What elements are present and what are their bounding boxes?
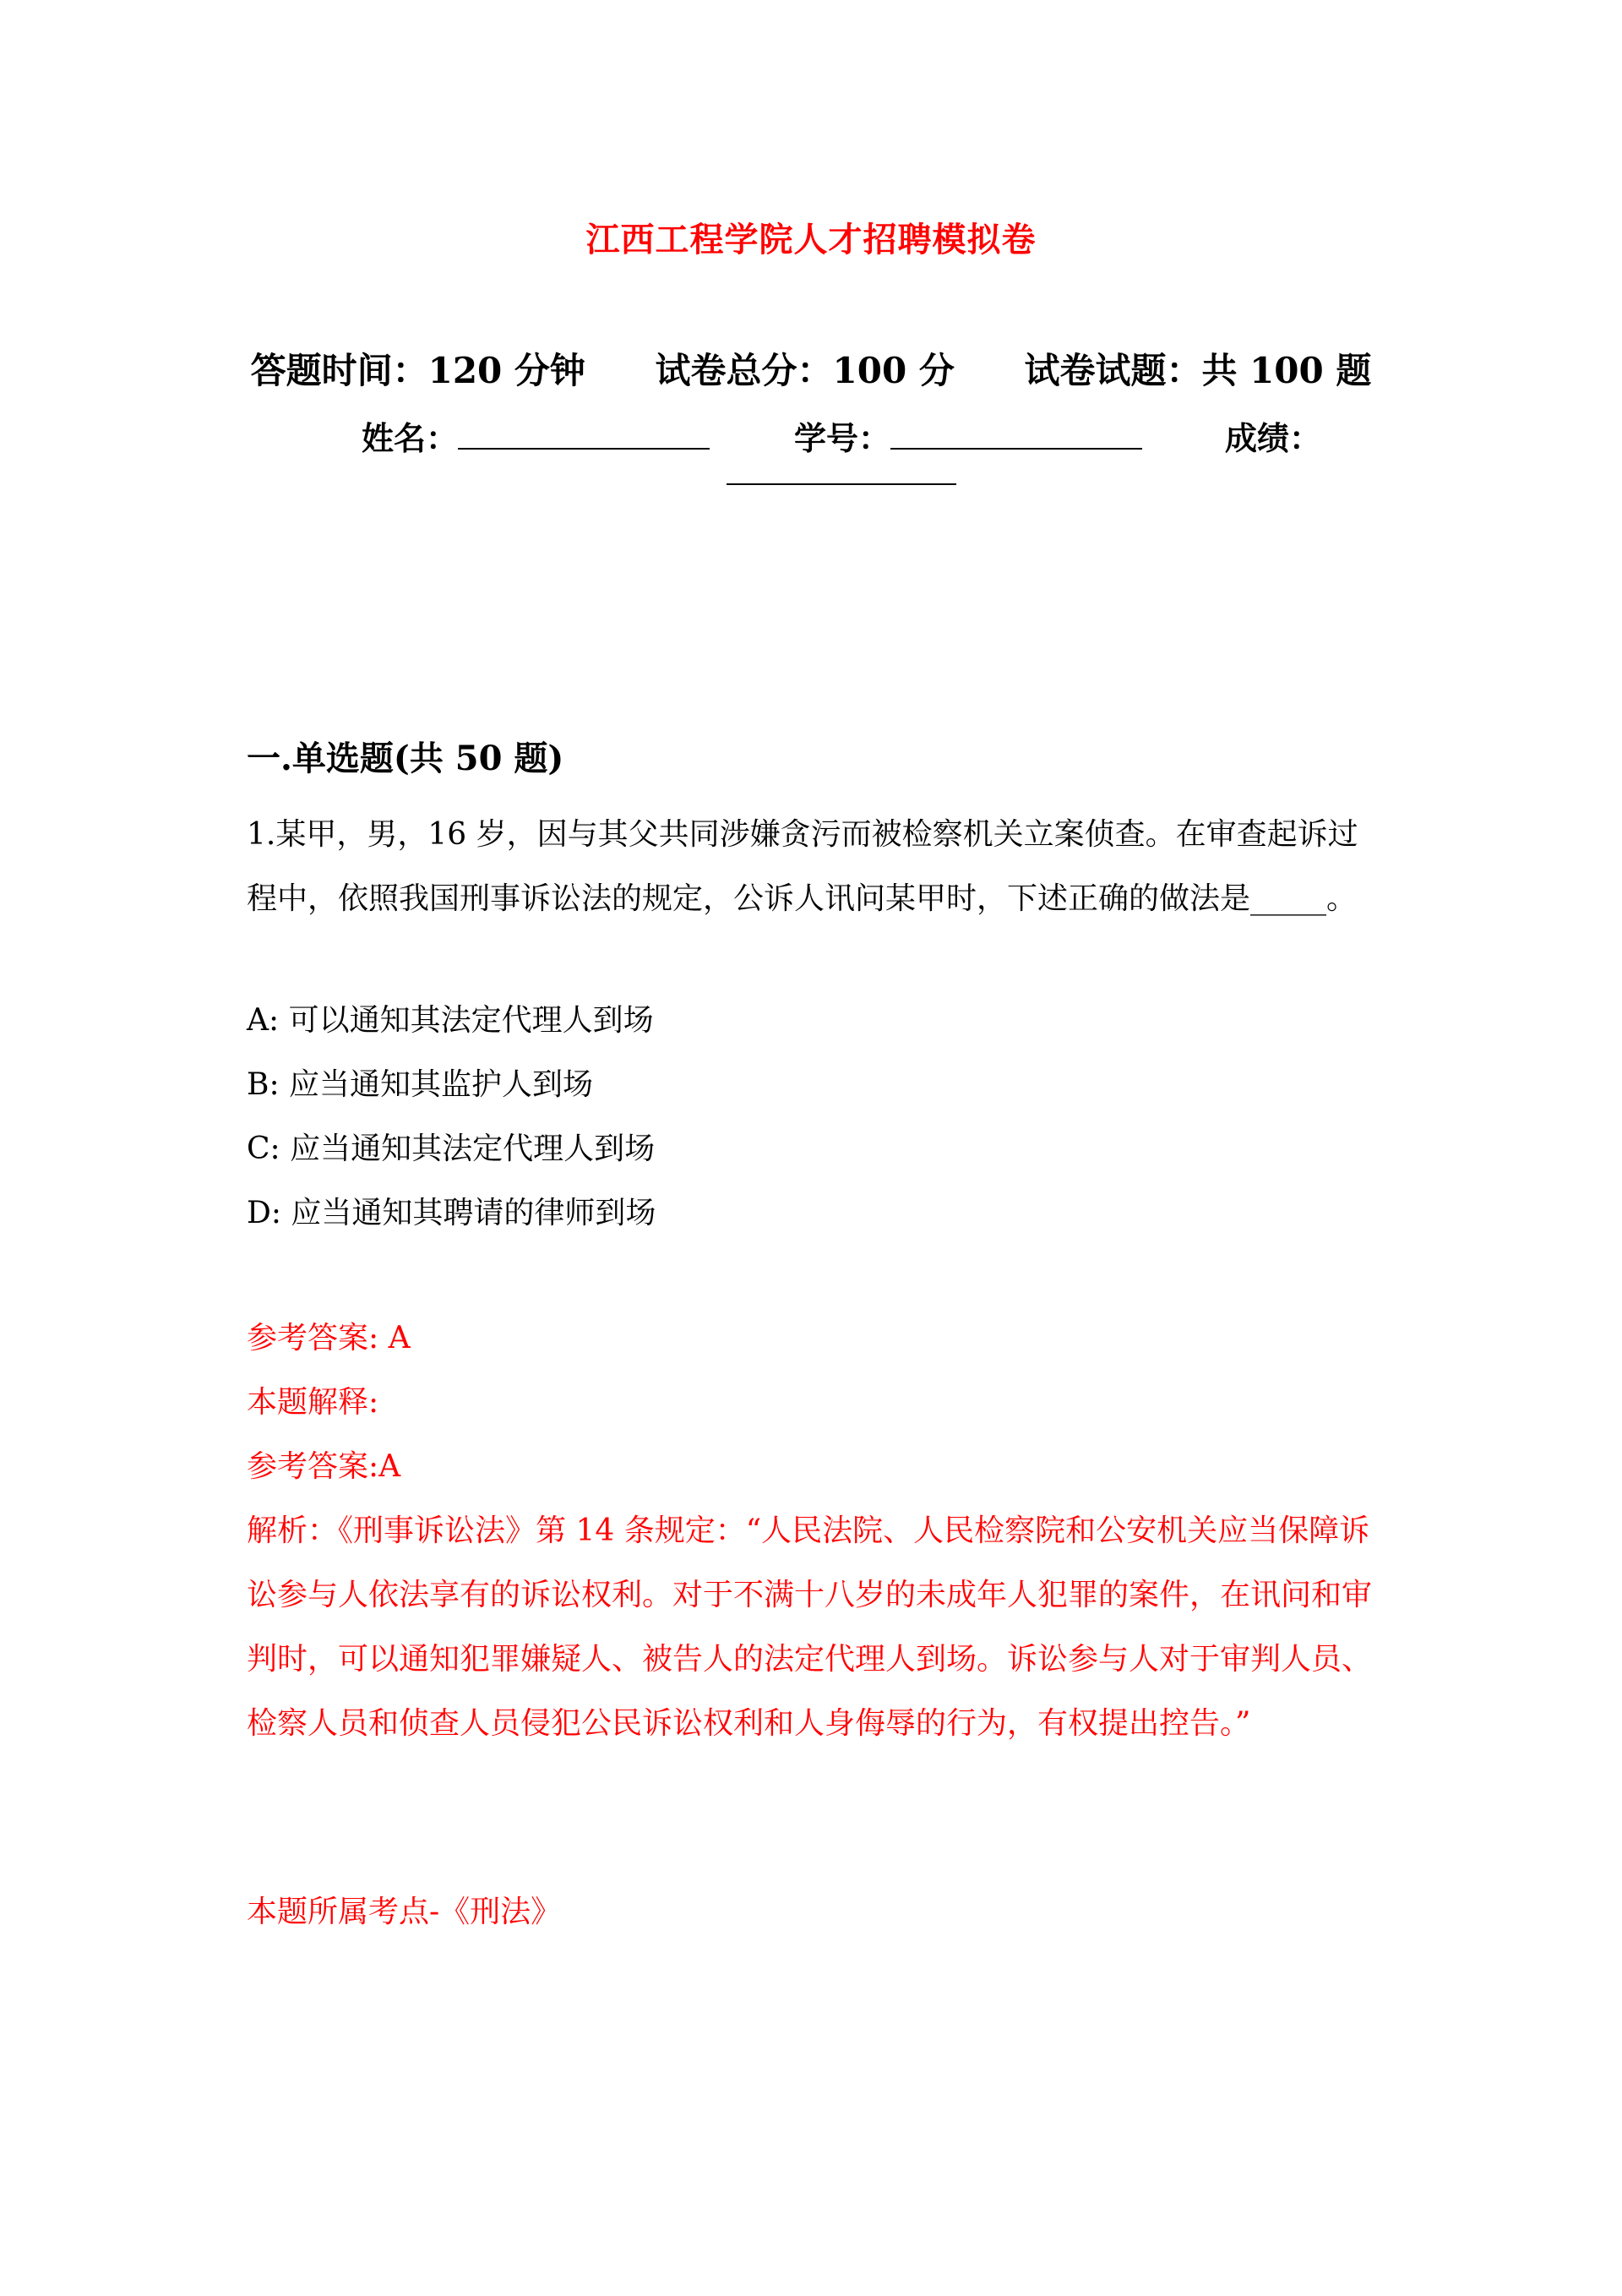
exam-meta <box>0 343 1622 394</box>
name-field <box>362 412 710 459</box>
name-label: 姓名： <box>362 419 459 457</box>
reference-answer-repeat: 参考答案:A <box>247 1449 401 1484</box>
answer-block <box>247 1306 1396 1756</box>
name-blank[interactable] <box>458 419 710 450</box>
option-b: B: 应当通知其监护人到场 <box>247 1067 594 1102</box>
option-c: C: 应当通知其法定代理人到场 <box>247 1132 656 1166</box>
exam-time: 答题时间：120 分钟 <box>250 350 585 391</box>
topic-label: 本题所属考点-《刑法》 <box>247 1895 562 1929</box>
section-title: 一.单选题(共 50 题) <box>247 739 564 778</box>
explanation-label: 本题解释: <box>247 1385 379 1420</box>
option-list <box>247 989 656 1246</box>
score-blank[interactable] <box>727 483 956 485</box>
option-a: A: 可以通知其法定代理人到场 <box>247 1003 654 1038</box>
document-title: 江西工程学院人才招聘模拟卷 <box>585 220 1037 259</box>
student-id-label: 学号： <box>794 419 891 457</box>
exam-question-count: 试卷试题：共 100 题 <box>1024 350 1372 391</box>
option-d: D: 应当通知其聘请的律师到场 <box>247 1196 656 1230</box>
student-id-blank[interactable] <box>890 419 1142 450</box>
reference-answer: 参考答案: A <box>247 1321 411 1355</box>
question-text: 1.某甲，男，16 岁，因与其父共同涉嫌贪污而被检察机关立案侦查。在审查起诉过程中，依照我国刑事诉讼法的规定，公诉人讯问某甲时，下述正确的做法是_____。 <box>247 817 1358 916</box>
score-field <box>1225 412 1321 459</box>
score-label: 成绩： <box>1225 419 1322 457</box>
exam-total-score: 试卷总分：100 分 <box>655 350 955 391</box>
analysis-text: 解析：《刑事诉讼法》第 14 条规定：“人民法院、人民检察院和公安机关应当保障诉讼参与人依法享有的诉讼权利。对于不满十八岁的未成年人犯罪的案件，在讯问和审判时，可以通知犯罪嫌疑人、被告人的法定代理人到场。诉讼参与人对于审判人员、检察人员和侦查人员侵犯公民诉讼权利和人身侮辱的行为，有权提出控告。” <box>247 1513 1373 1741</box>
student-id-field <box>794 412 1142 459</box>
